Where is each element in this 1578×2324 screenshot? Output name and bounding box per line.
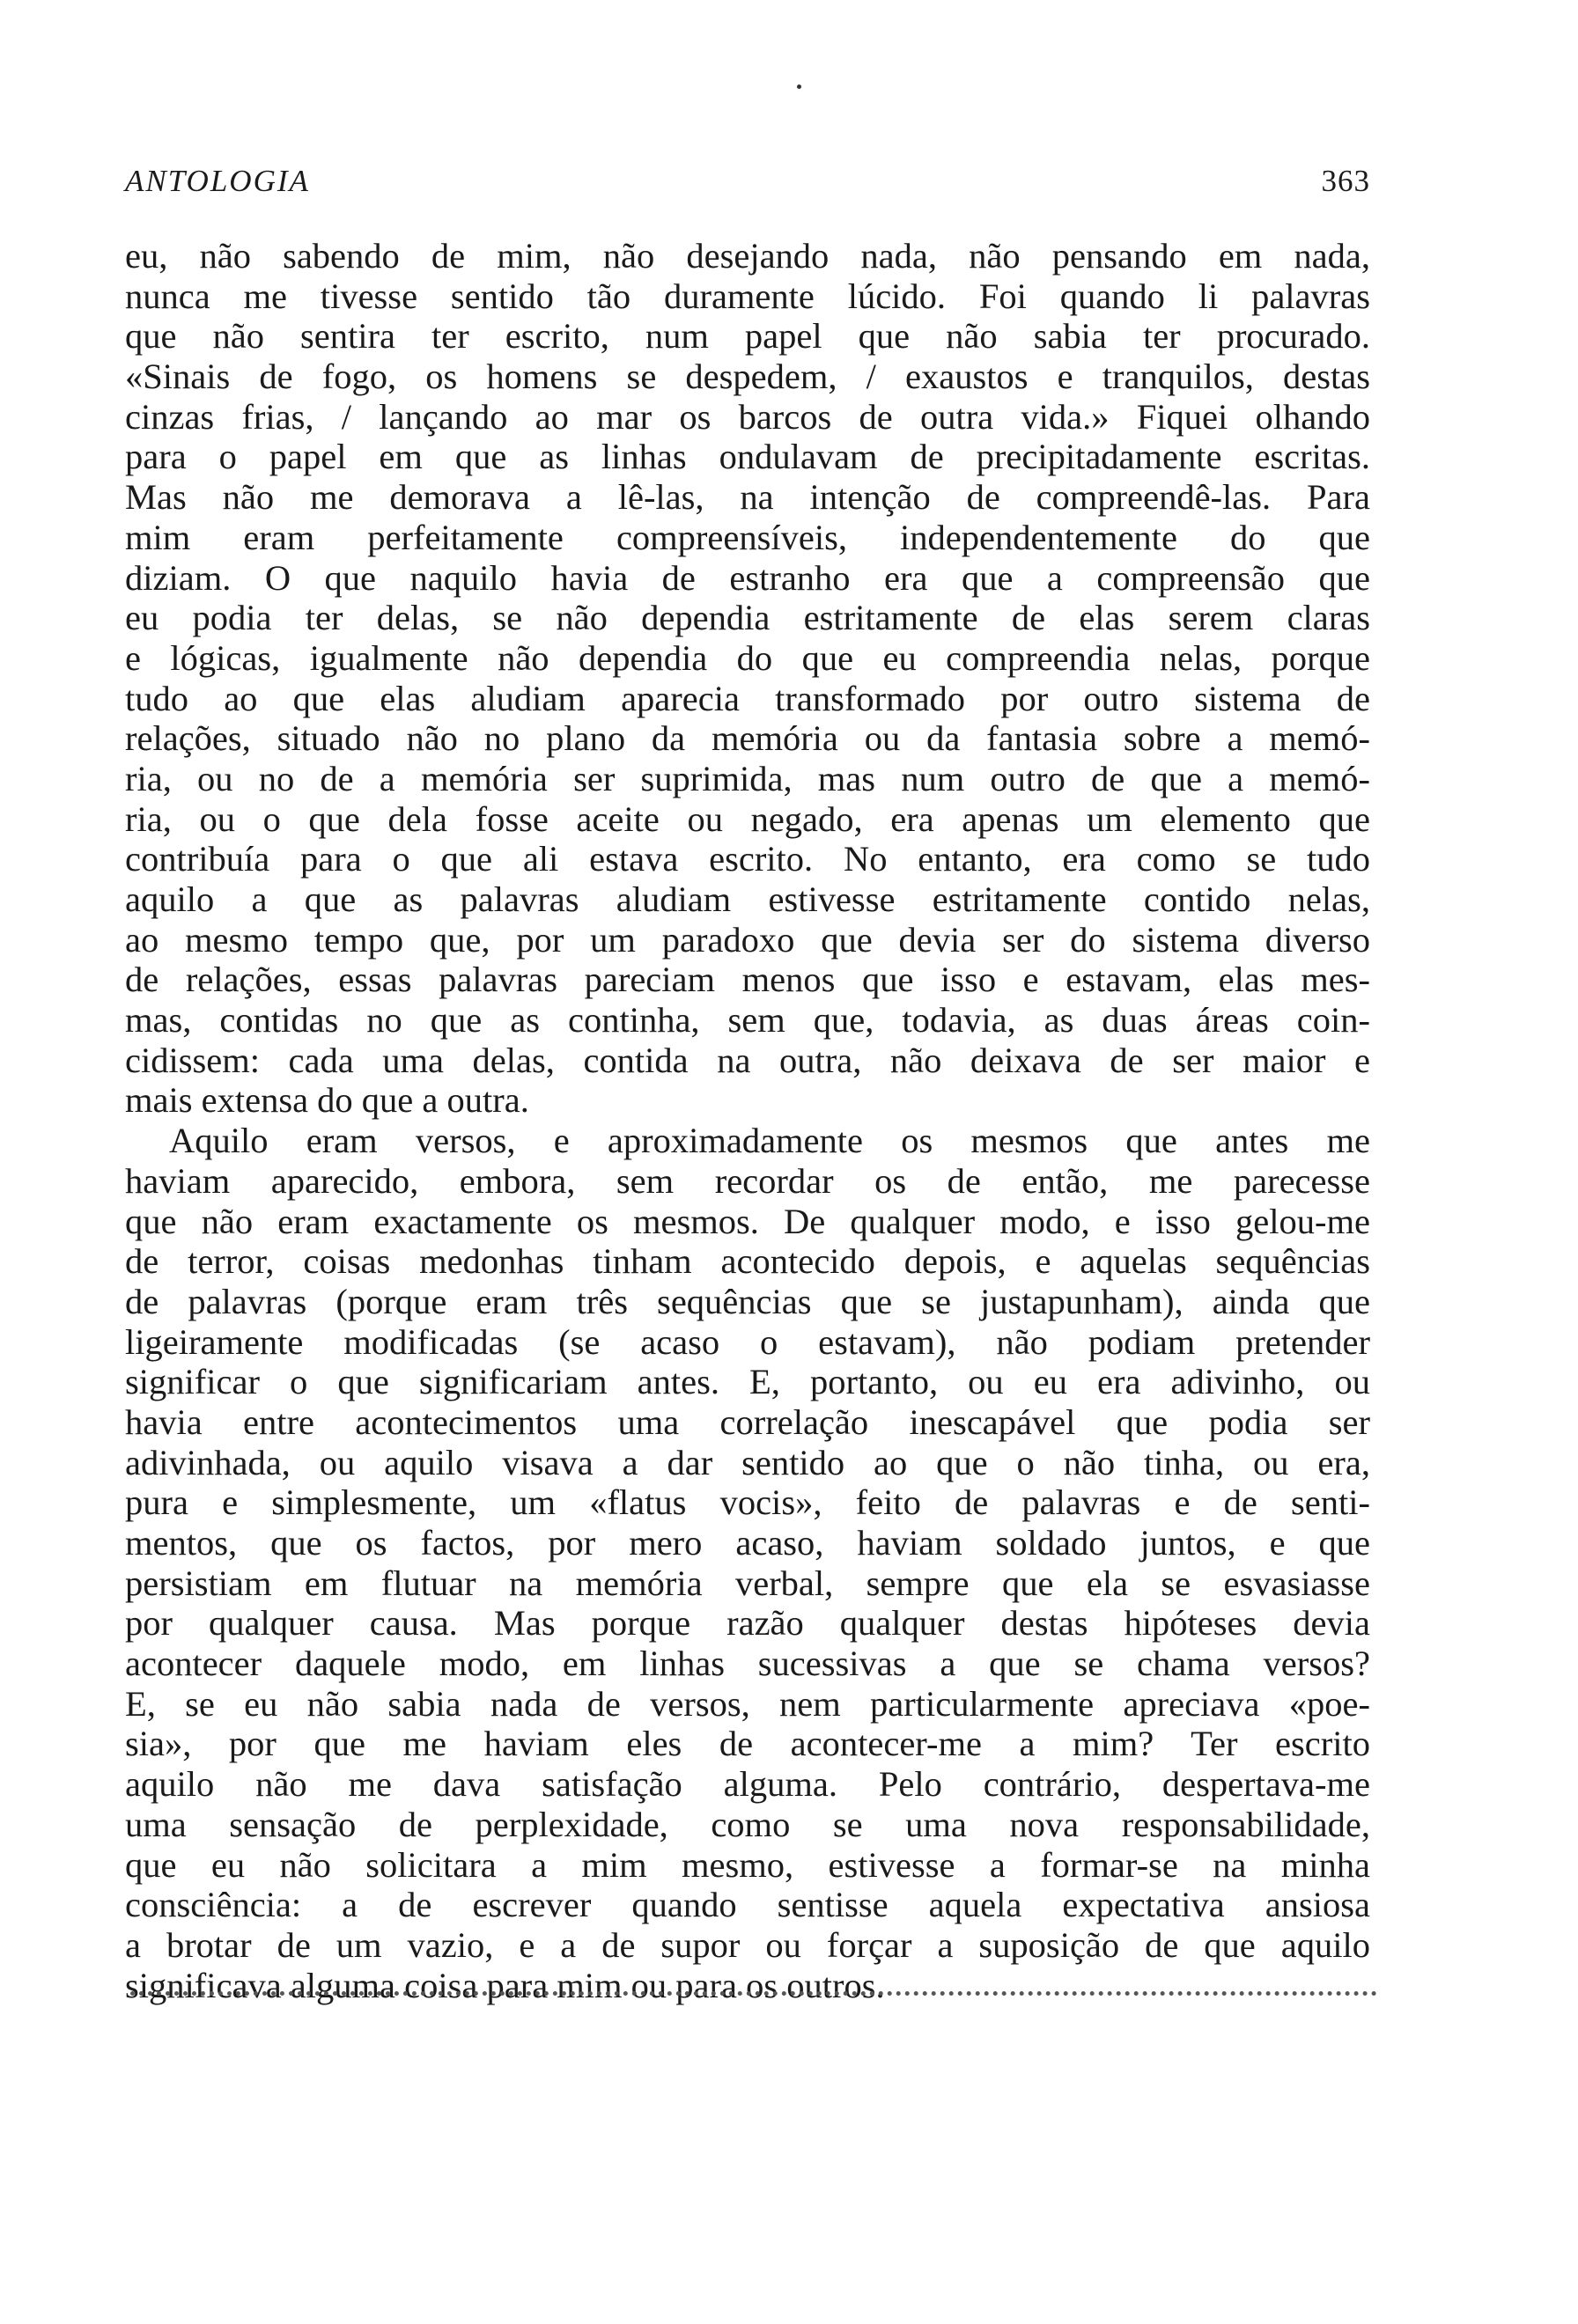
text-line: cidissem: cada uma delas, contida na outra, não deixava de ser maior e xyxy=(125,1040,1370,1080)
text-line: tudo ao que elas aludiam aparecia transformado por outro sistema de xyxy=(125,678,1370,718)
text-line: significar o que significariam antes. E, portanto, ou eu era adivinho, ou xyxy=(125,1362,1370,1402)
text-line: relações, situado não no plano da memória ou da fantasia sobre a memó- xyxy=(125,718,1370,759)
text-line: mentos, que os factos, por mero acaso, haviam soldado juntos, e que xyxy=(125,1523,1370,1563)
text-line: para o papel em que as linhas ondulavam de precipitadamente escritas. xyxy=(125,437,1370,477)
text-line: ria, ou o que dela fosse aceite ou negado, era apenas um elemento que xyxy=(125,798,1370,839)
text-line: haviam aparecido, embora, sem recordar os de então, me parecesse xyxy=(125,1160,1370,1201)
text-line: eu, não sabendo de mim, não desejando nada, não pensando em nada, xyxy=(125,236,1370,276)
text-line: de palavras (porque eram três sequências que se justapunham), ainda que xyxy=(125,1281,1370,1321)
text-line: cinzas frias, / lançando ao mar os barcos de outra vida.» Fiquei olhando xyxy=(125,396,1370,437)
paragraph xyxy=(125,1121,1370,2005)
text-line: diziam. O que naquilo havia de estranho era que a compreensão que xyxy=(125,557,1370,598)
text-line: por qualquer causa. Mas porque razão qualquer destas hipóteses devia xyxy=(125,1603,1370,1644)
text-line: Mas não me demorava a lê-las, na intenção de compreendê-las. Para xyxy=(125,477,1370,518)
text-line: mas, contidas no que as continha, sem que, todavia, as duas áreas coin- xyxy=(125,1000,1370,1041)
text-line: uma sensação de perplexidade, como se uma nova responsabilidade, xyxy=(125,1804,1370,1844)
body-text xyxy=(125,236,1370,2005)
text-line: aquilo a que as palavras aludiam estivesse estritamente contido nelas, xyxy=(125,879,1370,919)
text-line: de terror, coisas medonhas tinham acontecido depois, e aquelas sequências xyxy=(125,1241,1370,1282)
text-line: pura e simplesmente, um «flatus vocis», feito de palavras e de senti- xyxy=(125,1482,1370,1523)
text-line: a brotar de um vazio, e a de supor ou forçar a suposição de que aquilo xyxy=(125,1924,1370,1965)
text-line: significava alguma coisa para mim ou para os outros. xyxy=(125,1965,885,2005)
page-number: 363 xyxy=(1321,164,1370,198)
text-line: acontecer daquele modo, em linhas sucessivas a que se chama versos? xyxy=(125,1644,1370,1684)
text-line: nunca me tivesse sentido tão duramente lúcido. Foi quando li palavras xyxy=(125,276,1370,316)
running-head xyxy=(125,164,1370,208)
ellipsis-separator xyxy=(130,1991,1377,1996)
text-line: consciência: a de escrever quando sentisse aquela expectativa ansiosa xyxy=(125,1885,1370,1925)
page-speck xyxy=(797,85,801,89)
text-line: eu podia ter delas, se não dependia estritamente de elas serem claras xyxy=(125,598,1370,638)
text-line: contribuía para o que ali estava escrito. No entanto, era como se tudo xyxy=(125,839,1370,879)
text-line: «Sinais de fogo, os homens se despedem, / exaustos e tranquilos, destas xyxy=(125,357,1370,397)
text-line: adivinhada, ou aquilo visava a dar sentido ao que o não tinha, ou era, xyxy=(125,1442,1370,1482)
text-line: que eu não solicitara a mim mesmo, estivesse a formar-se na minha xyxy=(125,1844,1370,1885)
text-line: que não sentira ter escrito, num papel que não sabia ter procurado. xyxy=(125,316,1370,357)
text-line: sia», por que me haviam eles de acontecer-me a mim? Ter escrito xyxy=(125,1724,1370,1764)
paragraph xyxy=(125,236,1370,1121)
text-line: havia entre acontecimentos uma correlação inescapável que podia ser xyxy=(125,1401,1370,1442)
text-line: aquilo não me dava satisfação alguma. Pelo contrário, despertava-me xyxy=(125,1764,1370,1805)
text-line: mais extensa do que a outra. xyxy=(125,1080,529,1121)
text-line: e lógicas, igualmente não dependia do que eu compreendia nelas, porque xyxy=(125,637,1370,678)
text-line: persistiam em flutuar na memória verbal, sempre que ela se esvasiasse xyxy=(125,1563,1370,1603)
text-line: ria, ou no de a memória ser suprimida, mas num outro de que a memó- xyxy=(125,758,1370,798)
text-line: ao mesmo tempo que, por um paradoxo que devia ser do sistema diverso xyxy=(125,919,1370,960)
text-line: mim eram perfeitamente compreensíveis, independentemente do que xyxy=(125,517,1370,557)
text-line: ligeiramente modificadas (se acaso o estavam), não podiam pretender xyxy=(125,1321,1370,1362)
running-title: ANTOLOGIA xyxy=(125,164,310,198)
text-line: que não eram exactamente os mesmos. De qualquer modo, e isso gelou-me xyxy=(125,1201,1370,1241)
text-line: Aquilo eram versos, e aproximadamente os mesmos que antes me xyxy=(169,1121,1370,1161)
text-line: de relações, essas palavras pareciam menos que isso e estavam, elas mes- xyxy=(125,960,1370,1000)
text-line: E, se eu não sabia nada de versos, nem particularmente apreciava «poe- xyxy=(125,1683,1370,1724)
